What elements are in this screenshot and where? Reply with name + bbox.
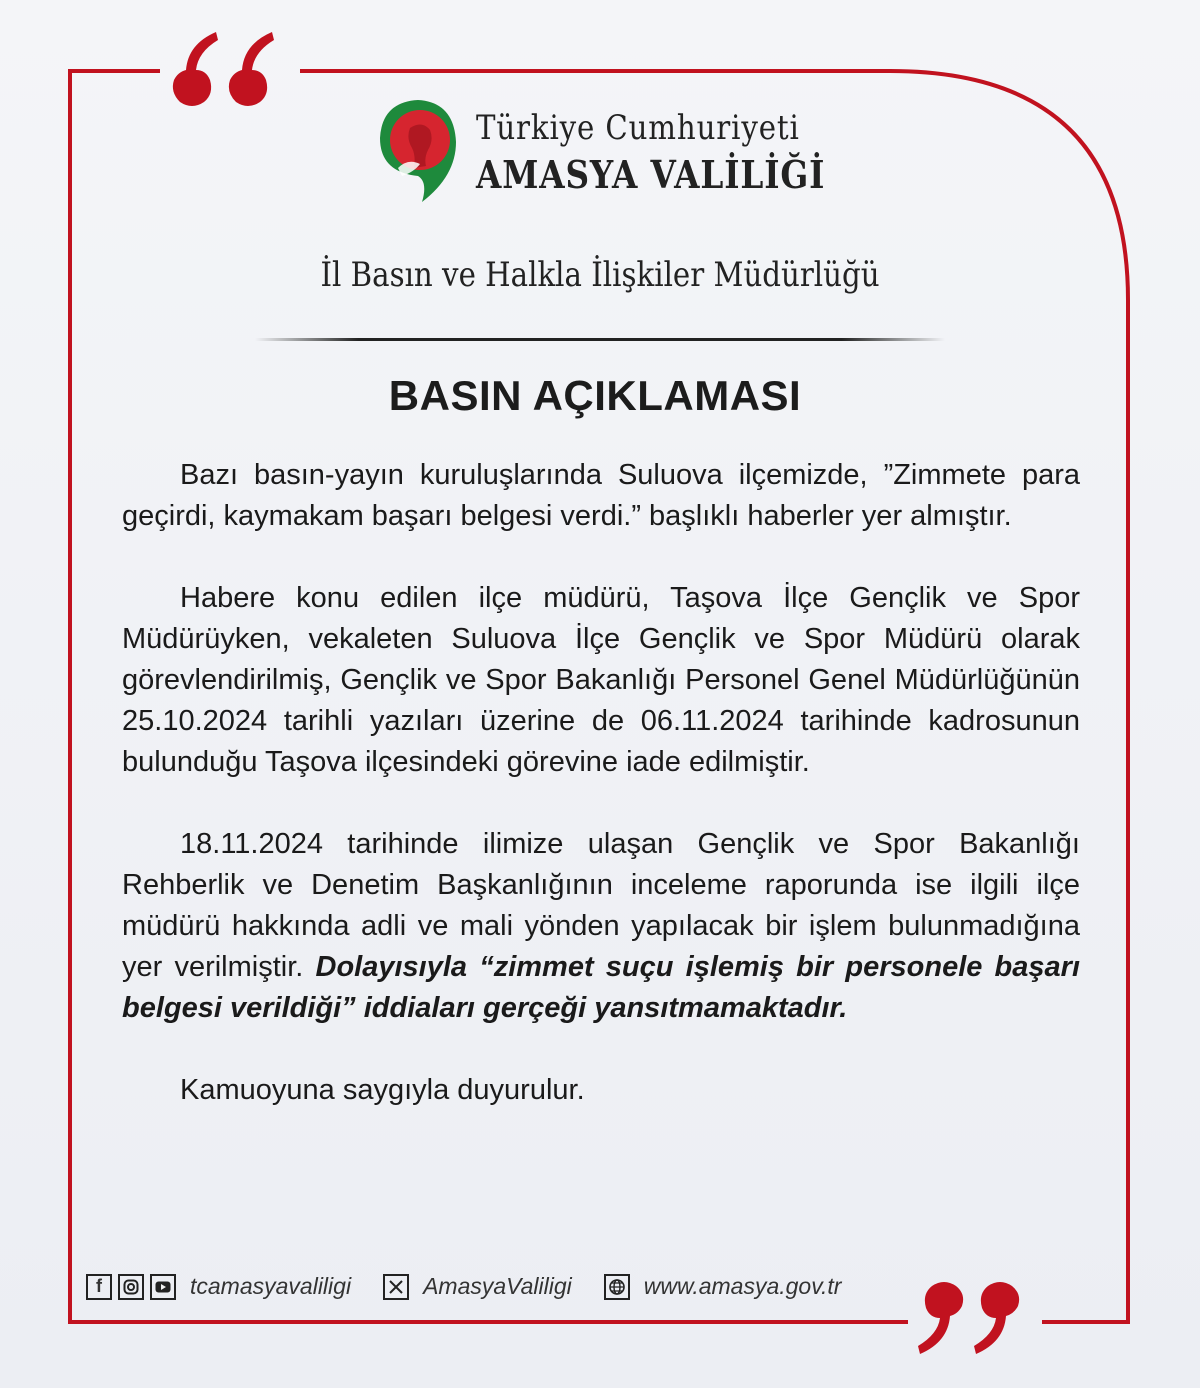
footer — [86, 1273, 841, 1300]
open-quote-icon — [168, 22, 280, 112]
instagram-icon[interactable] — [118, 1274, 144, 1300]
amasya-emblem-icon — [378, 98, 458, 206]
paragraph-3-emphasis: Dolayısıyla “zimmet suçu işlemiş bir personele başarı belgesi verildiği” iddiaları gerçeği yansıtmamaktadır. — [122, 951, 1080, 1024]
youtube-icon[interactable] — [150, 1274, 176, 1300]
closing-line: Kamuoyuna saygıyla duyurulur. — [180, 1074, 585, 1106]
globe-icon[interactable] — [604, 1274, 630, 1300]
social-handle[interactable]: tcamasyavaliligi — [190, 1273, 352, 1299]
header — [378, 98, 882, 206]
department-name: İl Basın ve Halkla İlişkiler Müdürlüğü — [320, 255, 880, 295]
paragraph-3-text: 18.11.2024 tarihinde ilimize ulaşan Gençlik ve Spor Bakanlığı Rehberlik ve Denetim Başkanlığının inceleme raporunda ise ilgili ilçe müdürü hakkında adli ve mali yönden yapılacak bir işlem bulunmadığına yer verilmiştir. — [122, 828, 1080, 983]
close-quote-icon — [912, 1282, 1024, 1362]
facebook-icon[interactable]: f — [86, 1274, 112, 1300]
paragraph-3 — [122, 824, 1080, 1029]
x-icon[interactable] — [383, 1274, 409, 1300]
paragraph-2: Habere konu edilen ilçe müdürü, Taşova İlçe Gençlik ve Spor Müdürüyken, vekaleten Suluova İlçe Gençlik ve Spor Müdürü olarak görevlendirilmiş, Gençlik ve Spor Bakanlığı Personel Genel Müdürlüğünün 25.10.2024 tarihli yazıları üzerine de 06.11.2024 tarihinde kadrosunun bulunduğu Taşova ilçesindeki görevine iade edilmiştir. — [122, 582, 1080, 778]
divider — [255, 338, 945, 341]
government-name: Türkiye Cumhuriyeti — [476, 107, 800, 148]
page-title: BASIN AÇIKLAMASI — [388, 372, 802, 419]
statement-body — [122, 455, 1080, 1111]
office-name: AMASYA VALİLİĞİ — [476, 151, 826, 197]
paragraph-1: Bazı basın-yayın kuruluşlarında Suluova ilçemizde, ”Zimmete para geçirdi, kaymakam başarı belgesi verdi.” başlıklı haberler yer almıştır. — [122, 459, 1080, 532]
x-handle[interactable]: AmasyaValiligi — [423, 1273, 572, 1299]
website-link[interactable]: www.amasya.gov.tr — [643, 1273, 842, 1299]
